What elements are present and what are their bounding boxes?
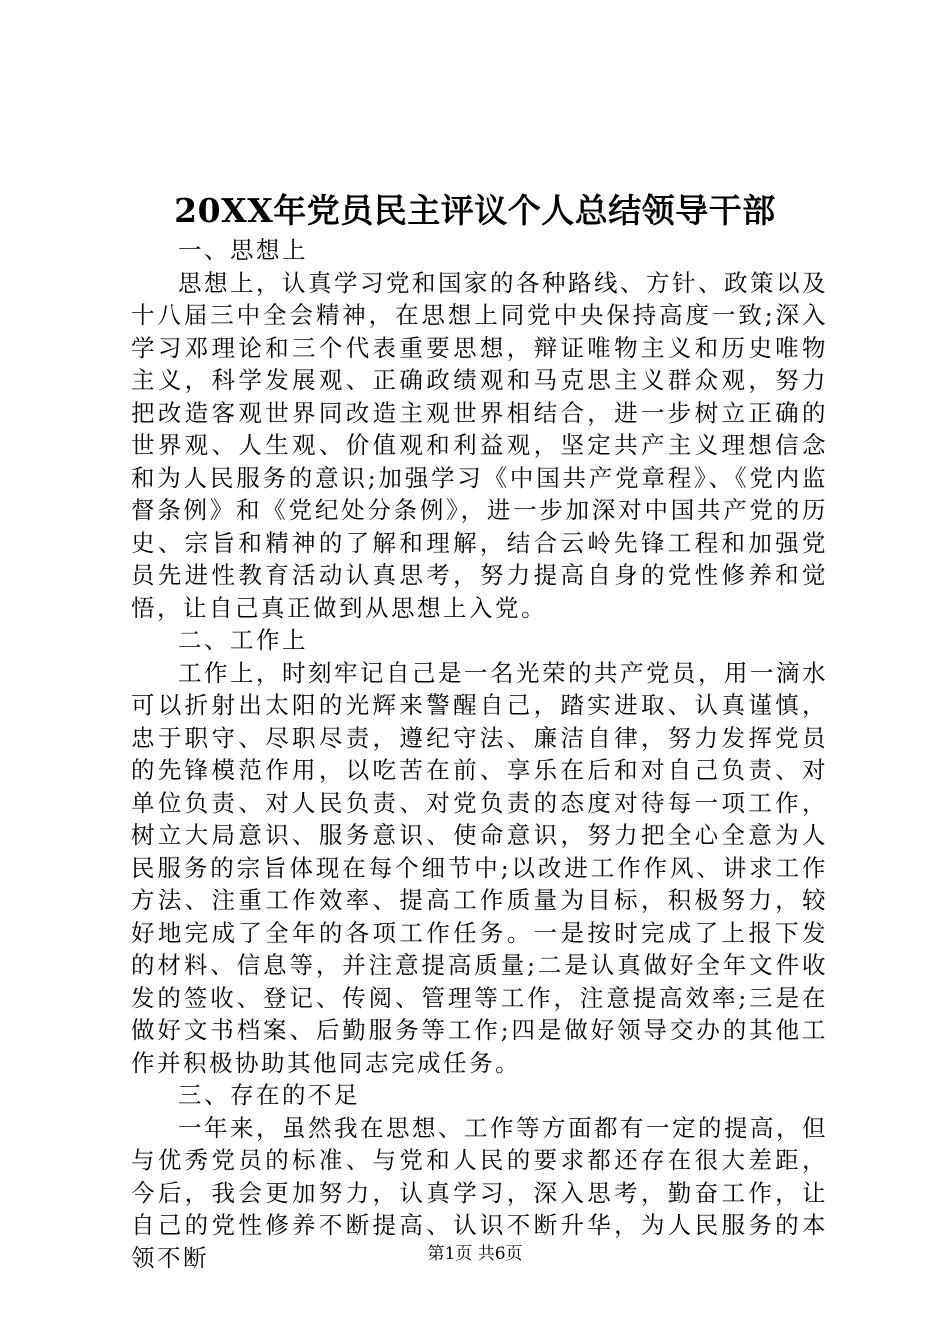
document-title: 20XX年党员民主评议个人总结领导干部 [174, 191, 776, 230]
section-paragraph-work: 工作上，时刻牢记自己是一名光荣的共产党员，用一滴水可以折射出太阳的光辉来警醒自己，踏实进取、认真谨慎，忠于职守、尽职尽责，遵纪守法、廉洁自律，努力发挥党员的先锋模范作用，以吃苦在前、享乐在后和对自己负责、对单位负责、对人民负责、对党负责的态度对待每一项工作，树立大局意识、服务意识、使命意识，努力把全心全意为人民服务的宗旨体现在每个细节中;以改进工作作风、讲求工作方法、注重工作效率、提高工作质量为目标，积极努力，较好地完成了全年的各项工作任务。一是按时完成了上报下发的材料、信息等，并注意提高质量;二是认真做好全年文件收发的签收、登记、传阅、管理等工作，注意提高效率;三是在做好文书档案、后勤服务等工作;四是做好领导交办的其他工作并积极协助其他同志完成任务。 [131, 658, 828, 1077]
section-paragraph-shortcomings: 一年来，虽然我在思想、工作等方面都有一定的提高，但与优秀党员的标准、与党和人民的要求都还存在很大差距，今后，我会更加努力，认真学习，深入思考，勤奋工作，让自己的党性修养不断提高、认识不断升华，为人民服务的本领不断 [131, 1113, 828, 1272]
section-paragraph-thought: 思想上，认真学习党和国家的各种路线、方针、政策以及十八届三中全会精神，在思想上同党中央保持高度一致;深入学习邓理论和三个代表重要思想，辩证唯物主义和历史唯物主义，科学发展观、正确政绩观和马克思主义群众观，努力把改造客观世界同改造主观世界相结合，进一步树立正确的世界观、人生观、价值观和利益观，坚定共产主义理想信念和为人民服务的意识;加强学习《中国共产党章程》、《党内监督条例》和《党纪处分条例》，进一步加深对中国共产党的历史、宗旨和精神的了解和理解，结合云岭先锋工程和加强党员先进性教育活动认真思考，努力提高自身的党性修养和觉悟，让自己真正做到从思想上入党。 [131, 268, 828, 622]
section-heading-thought: 一、思想上 [178, 236, 308, 264]
section-heading-shortcomings: 三、存在的不足 [178, 1081, 360, 1109]
section-heading-work: 二、工作上 [178, 626, 308, 654]
page-footer: 第1页 共6页 [427, 1244, 523, 1264]
document-body [131, 234, 828, 1274]
